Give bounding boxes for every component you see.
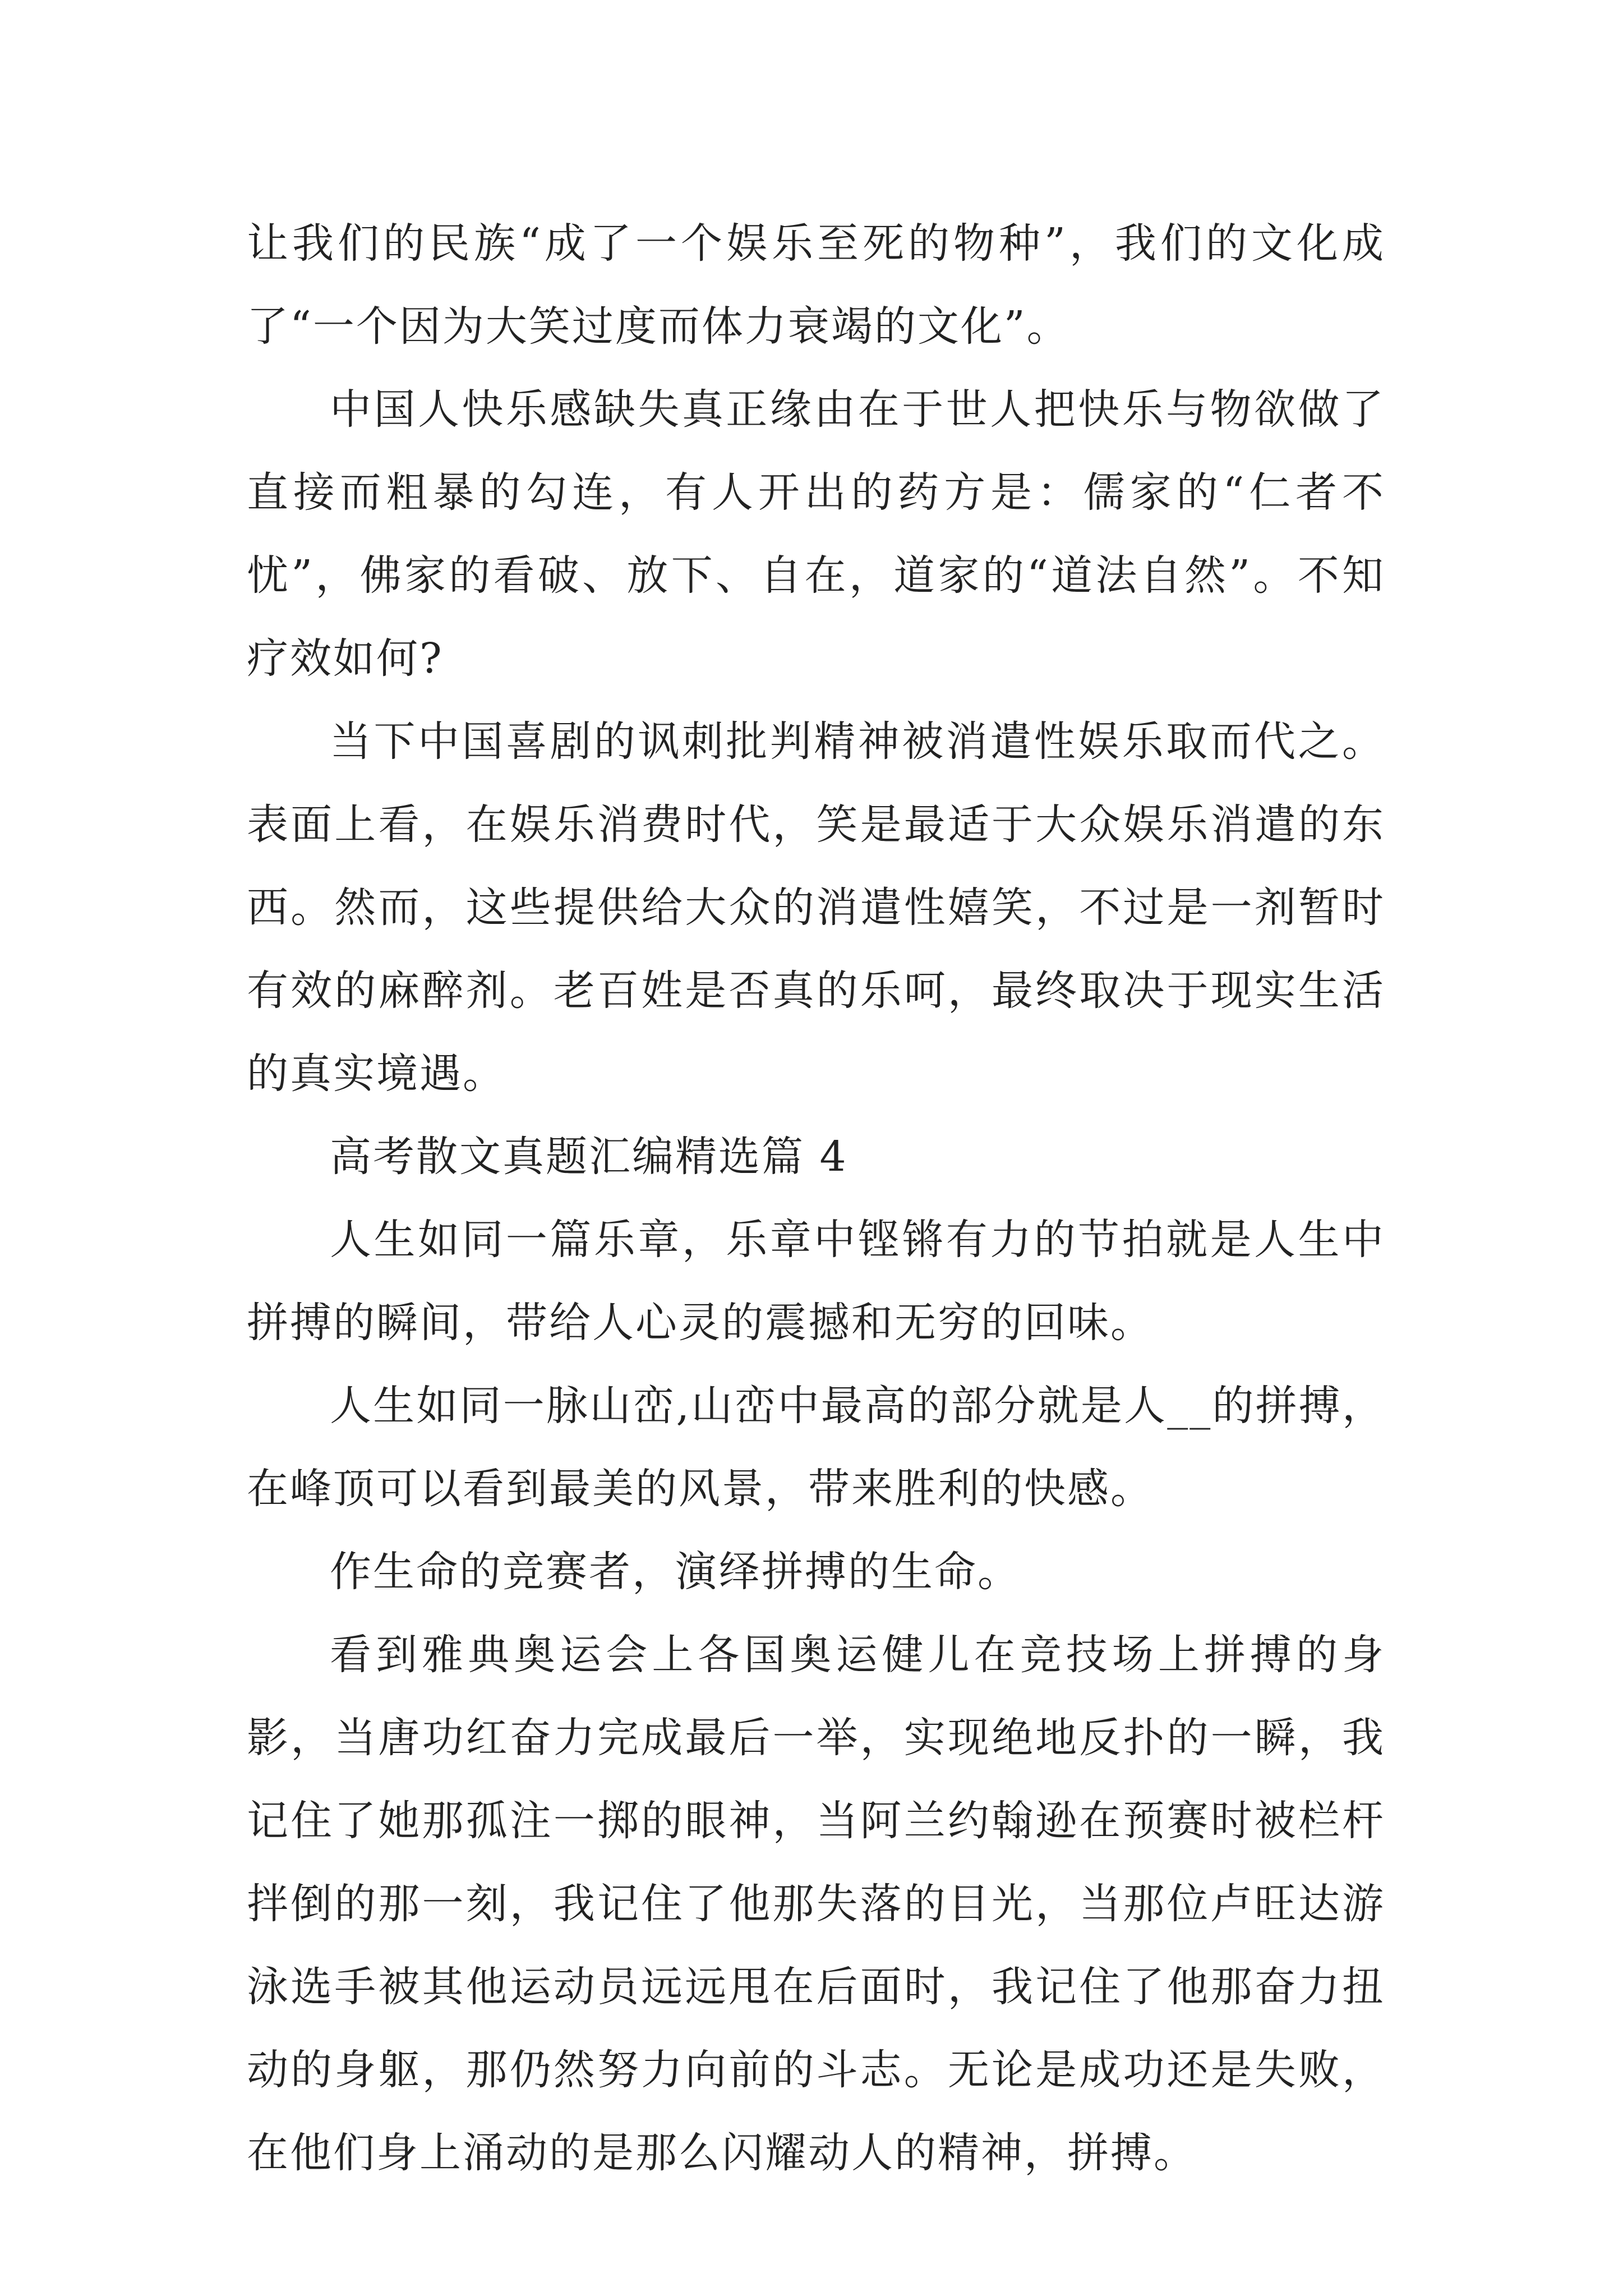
paragraph-3: 当下中国喜剧的讽刺批判精神被消遣性娱乐取而代之。表面上看，在娱乐消费时代，笑是最适于大众娱乐消遣的东西。然而，这些提供给大众的消遣性嬉笑，不过是一剂暂时有效的麻醉剂。老百姓是否真的乐呵，最终取决于现实生活的真实境遇。: [247, 717, 1385, 1098]
section-heading: 高考散文真题汇编精选篇 4: [330, 1133, 848, 1181]
paragraph-6: 作生命的竞赛者，演绎拼搏的生命。: [330, 1548, 1021, 1596]
paragraph-1: 让我们的民族“成了一个娱乐至死的物种”，我们的文化成了“一个因为大笑过度而体力衰竭的文化”。: [247, 219, 1385, 351]
paragraph-7: 看到雅典奥运会上各国奥运健儿在竞技场上拼搏的身影，当唐功红奋力完成最后一举，实现绝地反扑的一瞬，我记住了她那孤注一掷的眼神，当阿兰约翰逊在预赛时被栏杆拌倒的那一刻，我记住了他那失落的目光，当那位卢旺达游泳选手被其他运动员远远甩在后面时，我记住了他那奋力扭动的身躯，那仍然努力向前的斗志。无论是成功还是失败，在他们身上涌动的是那么闪耀动人的精神，拼搏。: [247, 1631, 1385, 2177]
paragraph-4: 人生如同一篇乐章，乐章中铿锵有力的节拍就是人生中拼搏的瞬间，带给人心灵的震撼和无穷的回味。: [247, 1216, 1385, 1347]
document-body: [247, 202, 1385, 2194]
paragraph-5: 人生如同一脉山峦,山峦中最高的部分就是人__的拼搏，在峰顶可以看到最美的风景，带来胜利的快感。: [247, 1382, 1385, 1513]
paragraph-2: 中国人快乐感缺失真正缘由在于世人把快乐与物欲做了直接而粗暴的勾连，有人开出的药方是：儒家的“仁者不忧”，佛家的看破、放下、自在，道家的“道法自然”。不知疗效如何?: [247, 385, 1385, 683]
